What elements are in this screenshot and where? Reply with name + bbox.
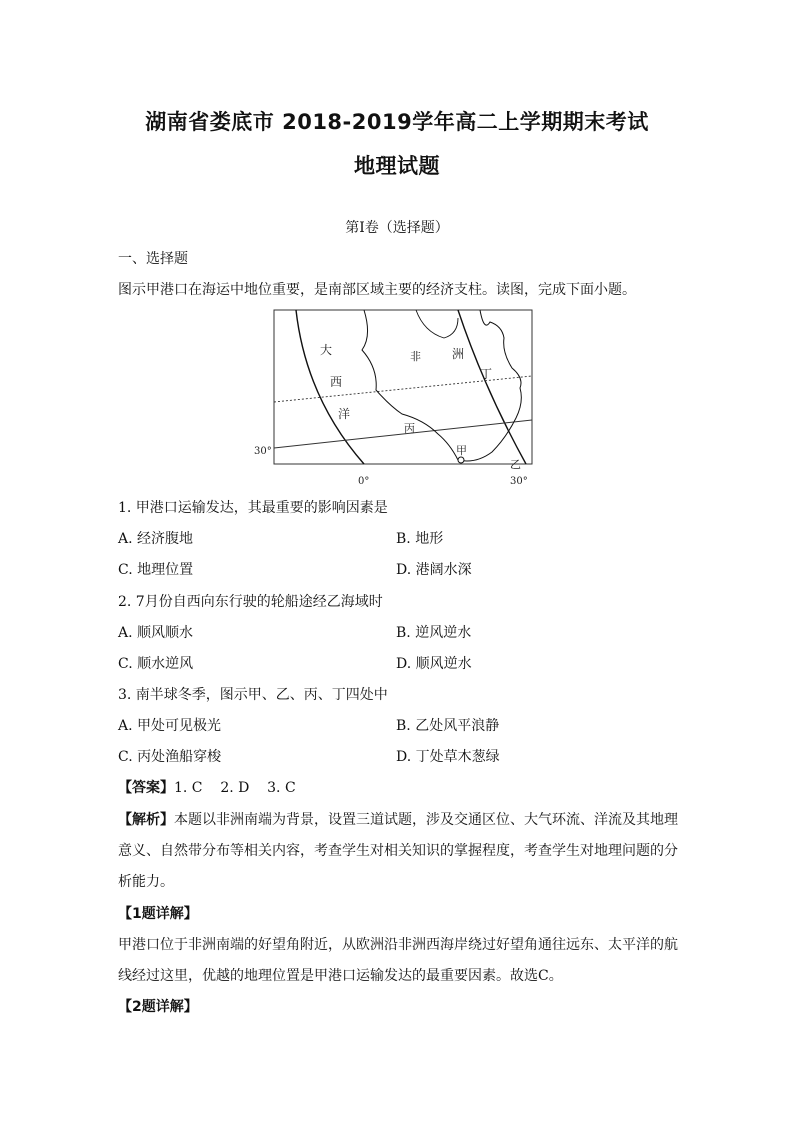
label-atlantic-1: 大 xyxy=(320,343,333,357)
label-lon-30: 30° xyxy=(510,476,528,487)
analysis-tag: 【解析】 xyxy=(118,812,174,828)
page-title: 湖南省娄底市 2018-2019学年高二上学期期末考试 xyxy=(145,110,649,134)
question-2-option-c: C. 顺水逆风 xyxy=(118,656,194,672)
question-2-stem: 2. 7月份自西向东行驶的轮船途经乙海域时 xyxy=(118,594,383,610)
label-lat-30: 30° xyxy=(254,446,272,457)
detail-1-line-2: 线经过这里，优越的地理位置是甲港口运输发达的最重要因素。故选C。 xyxy=(118,968,563,984)
meridian-30 xyxy=(458,310,526,464)
analysis-line-3: 析能力。 xyxy=(118,874,174,890)
page-subtitle: 地理试题 xyxy=(354,154,440,178)
question-3-option-b: B. 乙处风平浪静 xyxy=(396,718,500,734)
label-bing: 丙 xyxy=(404,422,415,435)
question-3-stem: 3. 南半球冬季，图示甲、乙、丙、丁四处中 xyxy=(118,687,388,703)
volume-heading: 第I卷（选择题） xyxy=(345,220,449,236)
detail-1-line-1: 甲港口位于非洲南端的好望角附近，从欧洲沿非洲西海岸绕过好望角通往远东、太平洋的航 xyxy=(118,937,678,953)
label-yi: 乙 xyxy=(510,458,521,471)
analysis-text-1: 本题以非洲南端为背景，设置三道试题，涉及交通区位、大气环流、洋流及其地理 xyxy=(174,812,678,828)
africa-map-figure xyxy=(254,308,544,488)
question-1-option-b: B. 地形 xyxy=(396,531,444,547)
latitude-30 xyxy=(274,420,532,448)
label-atlantic-3: 洋 xyxy=(338,407,351,421)
analysis-line-2: 意义、自然带分布等相关内容，考查学生对相关知识的掌握程度，考查学生对地理问题的分 xyxy=(118,843,678,859)
port-jia-marker xyxy=(458,457,464,463)
answer-tag: 【答案】 xyxy=(118,780,174,796)
question-2-option-b: B. 逆风逆水 xyxy=(396,625,472,641)
detail-2-heading: 【2题详解】 xyxy=(118,999,198,1015)
detail-1-heading: 【1题详解】 xyxy=(118,906,198,922)
question-1-stem: 1. 甲港口运输发达，其最重要的影响因素是 xyxy=(118,500,388,516)
question-2-option-d: D. 顺风逆水 xyxy=(396,656,472,672)
answer-text: 1. C 2. D 3. C xyxy=(174,780,296,796)
label-ding: 丁 xyxy=(480,367,493,381)
analysis-line-1 xyxy=(118,812,678,828)
question-1-option-c: C. 地理位置 xyxy=(118,562,194,578)
intro-text: 图示甲港口在海运中地位重要，是南部区域主要的经济支柱。读图，完成下面小题。 xyxy=(118,282,636,298)
question-1-option-a: A. 经济腹地 xyxy=(118,531,194,547)
map-frame xyxy=(274,310,532,464)
part-heading: 一、选择题 xyxy=(118,251,188,267)
question-3-option-a: A. 甲处可见极光 xyxy=(118,718,222,734)
label-jia: 甲 xyxy=(456,444,467,457)
label-lon-0: 0° xyxy=(358,476,370,487)
question-2-option-a: A. 顺风顺水 xyxy=(118,625,194,641)
answer-line xyxy=(118,780,296,796)
label-atlantic-2: 西 xyxy=(330,375,343,389)
label-africa-2: 洲 xyxy=(452,347,465,361)
inland-boundary xyxy=(416,310,458,338)
label-africa-1: 非 xyxy=(410,350,421,363)
question-3-option-c: C. 丙处渔船穿梭 xyxy=(118,749,222,765)
question-3-option-d: D. 丁处草木葱绿 xyxy=(396,749,500,765)
question-1-option-d: D. 港阔水深 xyxy=(396,562,472,578)
